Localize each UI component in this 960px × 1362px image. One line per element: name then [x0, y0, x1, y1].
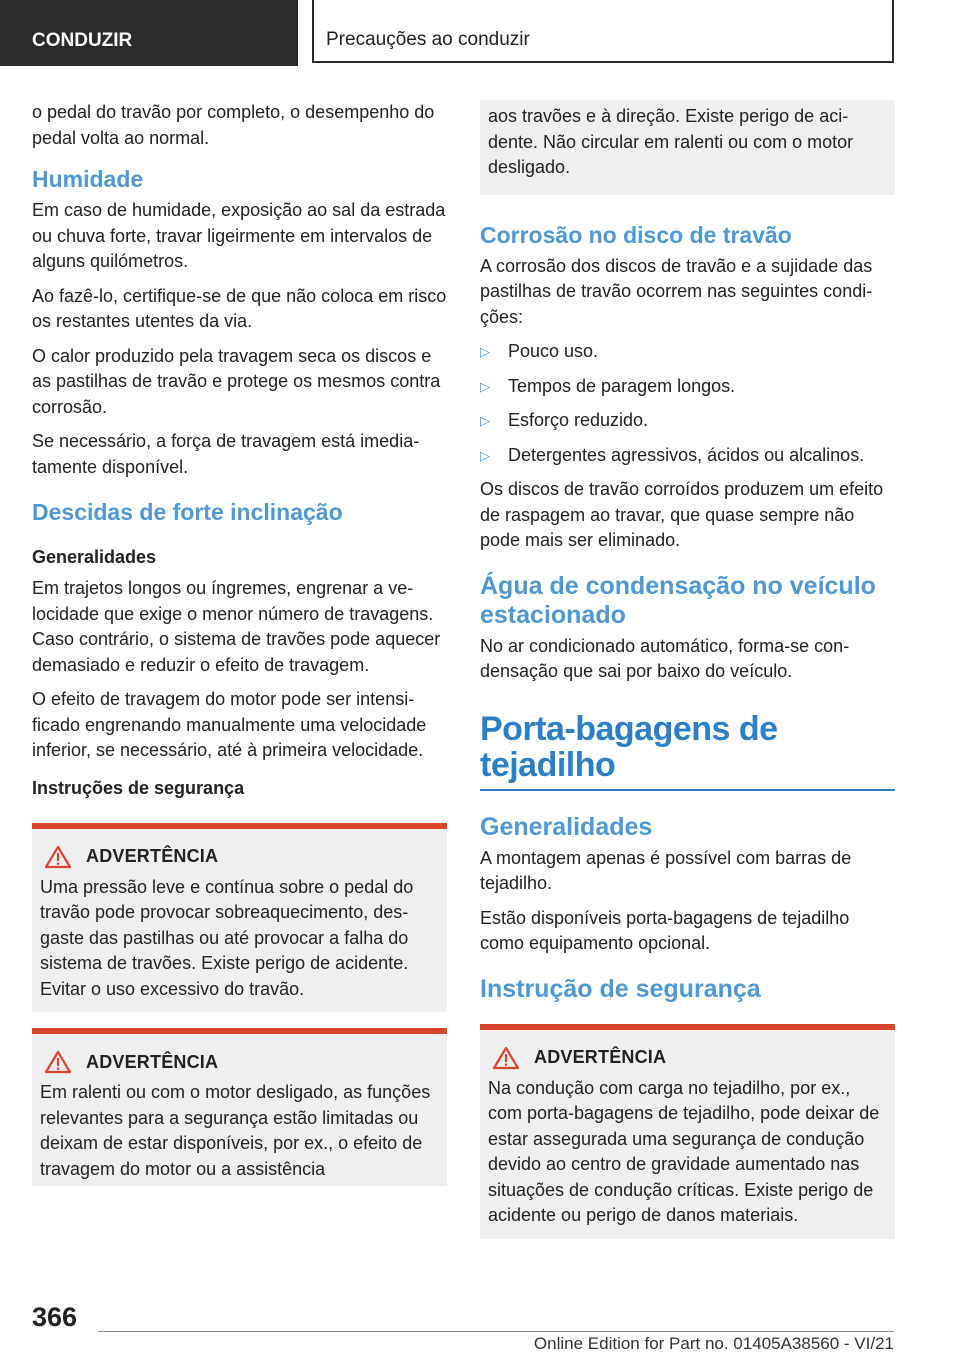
paragraph: Os discos de travão corroídos produzem um efeito de raspagem ao travar, que quase sempre não pode mais ser eliminado. — [480, 479, 884, 550]
heading-generalidades: Generalidades — [480, 812, 653, 841]
warning-header — [488, 1046, 887, 1070]
section-label: CONDUZIR — [0, 0, 298, 66]
right-column — [480, 100, 895, 1255]
list-item — [480, 408, 895, 434]
warning-triangle-icon — [44, 845, 72, 869]
warning-triangle-icon — [492, 1046, 520, 1070]
left-column — [32, 100, 447, 1186]
paragraph: Ao fazê-lo, certifique-se de que não coloca em risco os restantes utentes da via. — [32, 285, 447, 331]
warning-text: aos travões e à direção. Existe perigo de acidente. Não circular em ralenti ou com o motor desligado. — [488, 106, 854, 177]
triangle-bullet-icon: ▷ — [480, 413, 490, 428]
heading-porta-bagagens: Porta-bagagens de tejadilho — [480, 711, 895, 791]
footer-divider — [98, 1331, 894, 1332]
conditions-list — [480, 339, 895, 468]
paragraph: o pedal do travão por completo, o desempenho do pedal volta ao normal. — [32, 102, 435, 148]
warning-title: ADVERTÊNCIA — [86, 846, 219, 866]
heading-humidade: Humidade — [32, 166, 144, 192]
paragraph: A montagem apenas é possível com barras de tejadilho. — [480, 847, 852, 893]
list-item — [480, 374, 895, 400]
paragraph: Em trajetos longos ou íngremes, engrenar a velocidade que exige o menor número de travagens. Caso contrário, o sistema de travões pode aquecer demasiado e reduzir o efeito de travagem. — [32, 578, 441, 675]
paragraph: O efeito de travagem do motor pode ser intensificado engrenando manualmente uma velocidade inferior, se necessário, até à primeira velocidade. — [32, 689, 427, 760]
warning-box — [480, 1024, 895, 1239]
triangle-bullet-icon: ▷ — [480, 378, 490, 394]
warning-text: Uma pressão leve e contínua sobre o pedal do travão pode provocar sobreaquecimento, desgaste das pastilhas ou até provocar a falha do sistema de travões. Existe perigo de acidente. Evitar o uso excessivo do travão. — [40, 876, 414, 999]
heading-agua: Água de condensação no veículo estacionado — [480, 571, 876, 629]
warning-text: Na condução com carga no tejadilho, por ex., com porta-bagagens de tejadilho, pode deixar de estar assegurada uma segurança de condução devido ao centro de gravidade aumentado nas situações de condução críticas. Existe perigo de acidente ou perigo de danos materiais. — [488, 1077, 880, 1225]
list-item-text: Tempos de paragem longos. — [508, 375, 736, 396]
paragraph: O calor produzido pela travagem seca os discos e as pastilhas de travão e protege os mesmos contra corrosão. — [32, 345, 441, 417]
warning-text: Em ralenti ou com o motor desligado, as funções relevantes para a segurança estão limitadas ou deixam de estar disponíveis, por ex., o efeito de travagem do motor ou a assistência — [40, 1082, 431, 1179]
list-item — [480, 339, 895, 365]
paragraph: Se necessário, a força de travagem está imediatamente disponível. — [32, 431, 420, 477]
warning-box — [32, 823, 447, 1013]
triangle-bullet-icon: ▷ — [480, 447, 490, 463]
paragraph: Estão disponíveis porta-bagagens de tejadilho como equipamento opcional. — [480, 907, 850, 953]
warning-box-continued — [480, 100, 895, 195]
paragraph: A corrosão dos discos de travão e a sujidade das pastilhas de travão ocorrem nas seguintes condições: — [480, 255, 873, 327]
page-footer — [0, 1290, 960, 1362]
subheading-instrucoes: Instruções de segurança — [32, 777, 245, 798]
list-item-text: Pouco uso. — [508, 341, 599, 361]
paragraph: No ar condicionado automático, forma-se condensação que sai por baixo do veículo. — [480, 635, 850, 681]
heading-instrucao: Instrução de segurança — [480, 974, 761, 1003]
page-number: 366 — [32, 1302, 78, 1332]
heading-corrosao: Corrosão no disco de travão — [480, 221, 792, 248]
warning-triangle-icon — [44, 1050, 72, 1074]
triangle-bullet-icon: ▷ — [480, 344, 490, 359]
list-item — [480, 443, 895, 469]
paragraph: Em caso de humidade, exposição ao sal da estrada ou chuva forte, travar ligeirmente em intervalos de alguns quilómetros. — [32, 200, 446, 271]
page-header — [0, 0, 960, 66]
warning-header — [40, 845, 439, 869]
list-item-text: Esforço reduzido. — [508, 410, 649, 430]
edition-info: Online Edition for Part no. 01405A38560 - VI/21 — [533, 1334, 894, 1353]
chapter-title: Precauções ao conduzir — [312, 0, 894, 63]
list-item-text: Detergentes agressivos, ácidos ou alcalinos. — [508, 444, 865, 465]
subheading-generalidades: Generalidades — [32, 547, 157, 567]
warning-title: ADVERTÊNCIA — [534, 1047, 667, 1067]
heading-descidas: Descidas de forte inclinação — [32, 499, 343, 525]
warning-box — [32, 1028, 447, 1186]
warning-title: ADVERTÊNCIA — [86, 1051, 219, 1072]
warning-header — [40, 1050, 439, 1074]
